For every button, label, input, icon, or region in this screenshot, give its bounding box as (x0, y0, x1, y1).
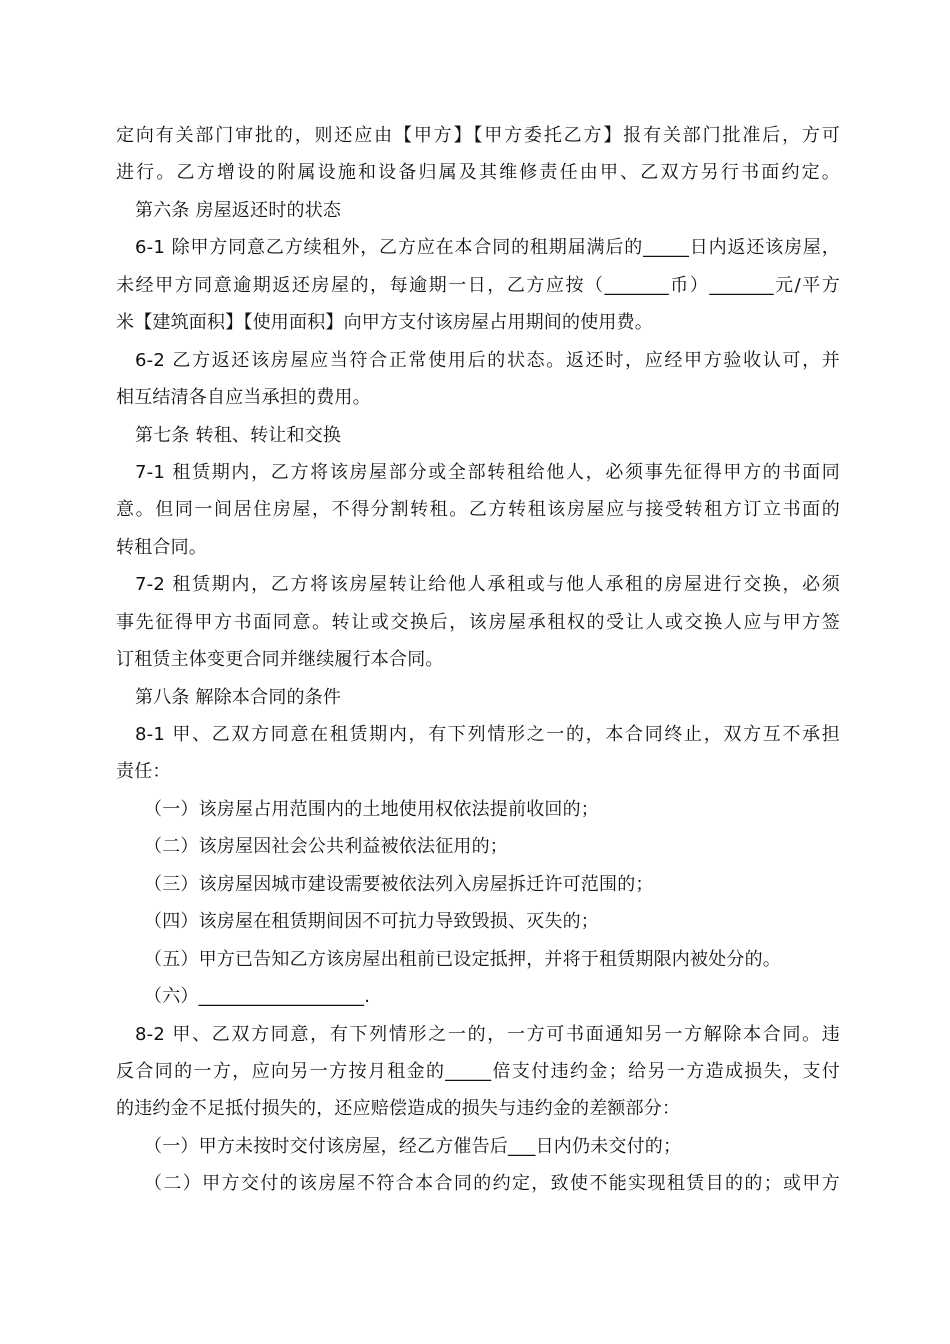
text-line: 7-2 租赁期内，乙方将该房屋转让给他人承租或与他人承租的房屋进行交换，必须 (135, 574, 840, 596)
text-line: 7-1 租赁期内，乙方将该房屋部分或全部转租给他人，必须事先征得甲方的书面同 (135, 461, 840, 483)
list-item: （六）__________________. (144, 986, 371, 1008)
text-line: 6-1 除甲方同意乙方续租外，乙方应在本合同的租期届满后的_____日内返还该房屋， (135, 237, 840, 259)
text-line: 8-1 甲、乙双方同意在租赁期内，有下列情形之一的，本合同终止，双方互不承担 (135, 724, 840, 745)
section-heading: 第八条 解除本合同的条件 (135, 686, 342, 708)
list-item: （二）甲方交付的该房屋不符合本合同的约定，致使不能实现租赁目的的；或甲方 (144, 1173, 840, 1195)
text-line: 进行。乙方增设的附属设施和设备归属及其维修责任由甲、乙双方另行书面约定。 (116, 162, 840, 184)
text-line: 转租合同。 (116, 536, 207, 558)
list-item: （二）该房屋因社会公共利益被依法征用的； (144, 836, 508, 858)
text-line: 意。但同一间居住房屋，不得分割转租。乙方转租该房屋应与接受转租方订立书面的 (116, 499, 840, 521)
text-line: 订租赁主体变更合同并继续履行本合同。 (116, 649, 444, 671)
section-heading: 第六条 房屋返还时的状态 (135, 199, 342, 221)
document-page (116, 117, 840, 1203)
list-item: （一）该房屋占用范围内的土地使用权依法提前收回的； (144, 798, 599, 820)
text-line: 米【建筑面积】【使用面积】向甲方支付该房屋占用期间的使用费。 (116, 312, 653, 334)
text-line: 6-2 乙方返还该房屋应当符合正常使用后的状态。返还时，应经甲方验收认可，并 (135, 349, 840, 371)
text-line: 未经甲方同意逾期返还房屋的，每逾期一日，乙方应按（_______币）_______元/平方 (116, 274, 840, 296)
text-line: 反合同的一方，应向另一方按月租金的_____倍支付违约金；给另一方造成损失，支付 (116, 1060, 840, 1082)
text-line: 的违约金不足抵付损失的，还应赔偿造成的损失与违约金的差额部分： (116, 1098, 681, 1120)
text-line: 相互结清各自应当承担的费用。 (116, 387, 371, 409)
text-line: 责任： (116, 761, 171, 783)
list-item: （五）甲方已告知乙方该房屋出租前已设定抵押，并将于租赁期限内被处分的。 (144, 948, 781, 970)
list-item: （三）该房屋因城市建设需要被依法列入房屋拆迁许可范围的； (144, 873, 654, 895)
text-line: 事先征得甲方书面同意。转让或交换后，该房屋承租权的受让人或交换人应与甲方签 (116, 611, 840, 633)
list-item: （四）该房屋在租赁期间因不可抗力导致毁损、灭失的； (144, 911, 599, 933)
section-heading: 第七条 转租、转让和交换 (135, 424, 342, 446)
text-line: 定向有关部门审批的，则还应由【甲方】【甲方委托乙方】报有关部门批准后，方可 (116, 125, 840, 146)
list-item: （一）甲方未按时交付该房屋，经乙方催告后___日内仍未交付的； (144, 1135, 682, 1157)
text-line: 8-2 甲、乙双方同意，有下列情形之一的，一方可书面通知另一方解除本合同。违 (135, 1023, 840, 1045)
